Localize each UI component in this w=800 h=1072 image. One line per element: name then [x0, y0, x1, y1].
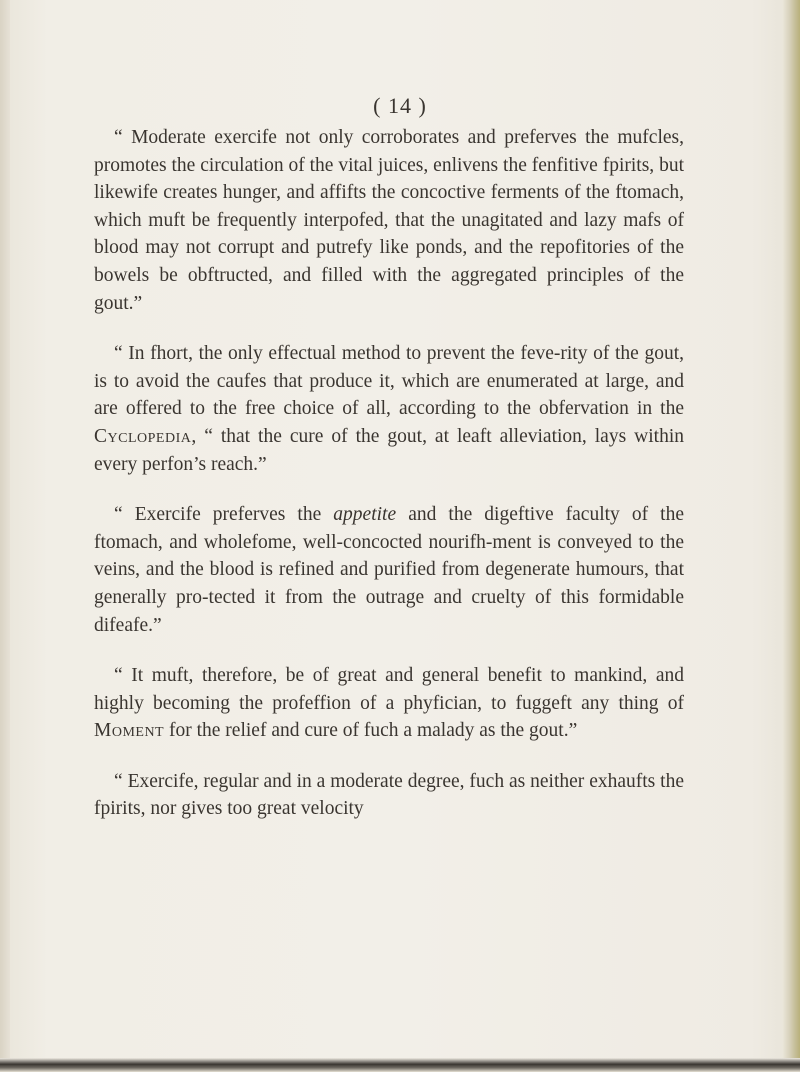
paragraph-2-text-b: , “ that the cure of the gout, at leaft alleviation, lays within every perfon’s reach.”	[94, 425, 684, 475]
body-text	[94, 124, 684, 846]
page-number: ( 14 )	[373, 93, 427, 118]
paragraph-1: “ Moderate exercife not only corroborates and preferves the mufcles, promotes the circulation of the vital juices, enlivens the fenfitive fpirits, but likewife creates hunger, and affifts the concoctive ferments of the ftomach, which muft be frequently interpofed, that the unagitated and lazy mafs of blood may not corrupt and putrefy like ponds, and the repofitories of the bowels be obftructed, and filled with the aggregated principles of the gout.”	[94, 127, 684, 314]
paragraph-3-text-b: and the digeftive faculty of the ftomach, and wholefome, well-concocted nourifh-ment is conveyed to the veins, and the blood is refined and purified from degenerate humours, that generally pro-tected it from the outrage and cruelty of this formidable difeafe.”	[94, 504, 684, 636]
page-right-edge	[782, 0, 800, 1072]
paragraph-3-text-a: “ Exercife preferves the	[114, 504, 334, 526]
page-left-edge	[0, 0, 10, 1072]
appetite-italic: appetite	[333, 504, 397, 526]
moment-small-caps: Moment	[94, 720, 165, 742]
paragraph-4-text-a: “ It muft, therefore, be of great and general benefit to mankind, and highly becoming the profeffion of a phyfician, to fuggeft any thing of	[94, 665, 684, 714]
paragraph-4	[94, 662, 684, 745]
cyclopedia-small-caps: Cyclopedia	[94, 425, 192, 447]
paragraph-3	[94, 501, 684, 639]
paragraph-2-text-a: “ In fhort, the only effectual method to prevent the feve-rity of the gout, is to avoid the caufes that produce it, which are enumerated at large, and are offered to the free choice of all, according to the obfervation in the	[94, 343, 684, 420]
page-bottom-edge	[0, 1058, 800, 1072]
paragraph-5: “ Exercife, regular and in a moderate degree, fuch as neither exhaufts the fpirits, nor gives too great velocity	[94, 770, 684, 820]
paragraph-4-text-b: for the relief and cure of fuch a malady as the gout.”	[164, 720, 578, 742]
paragraph-2	[94, 340, 684, 478]
